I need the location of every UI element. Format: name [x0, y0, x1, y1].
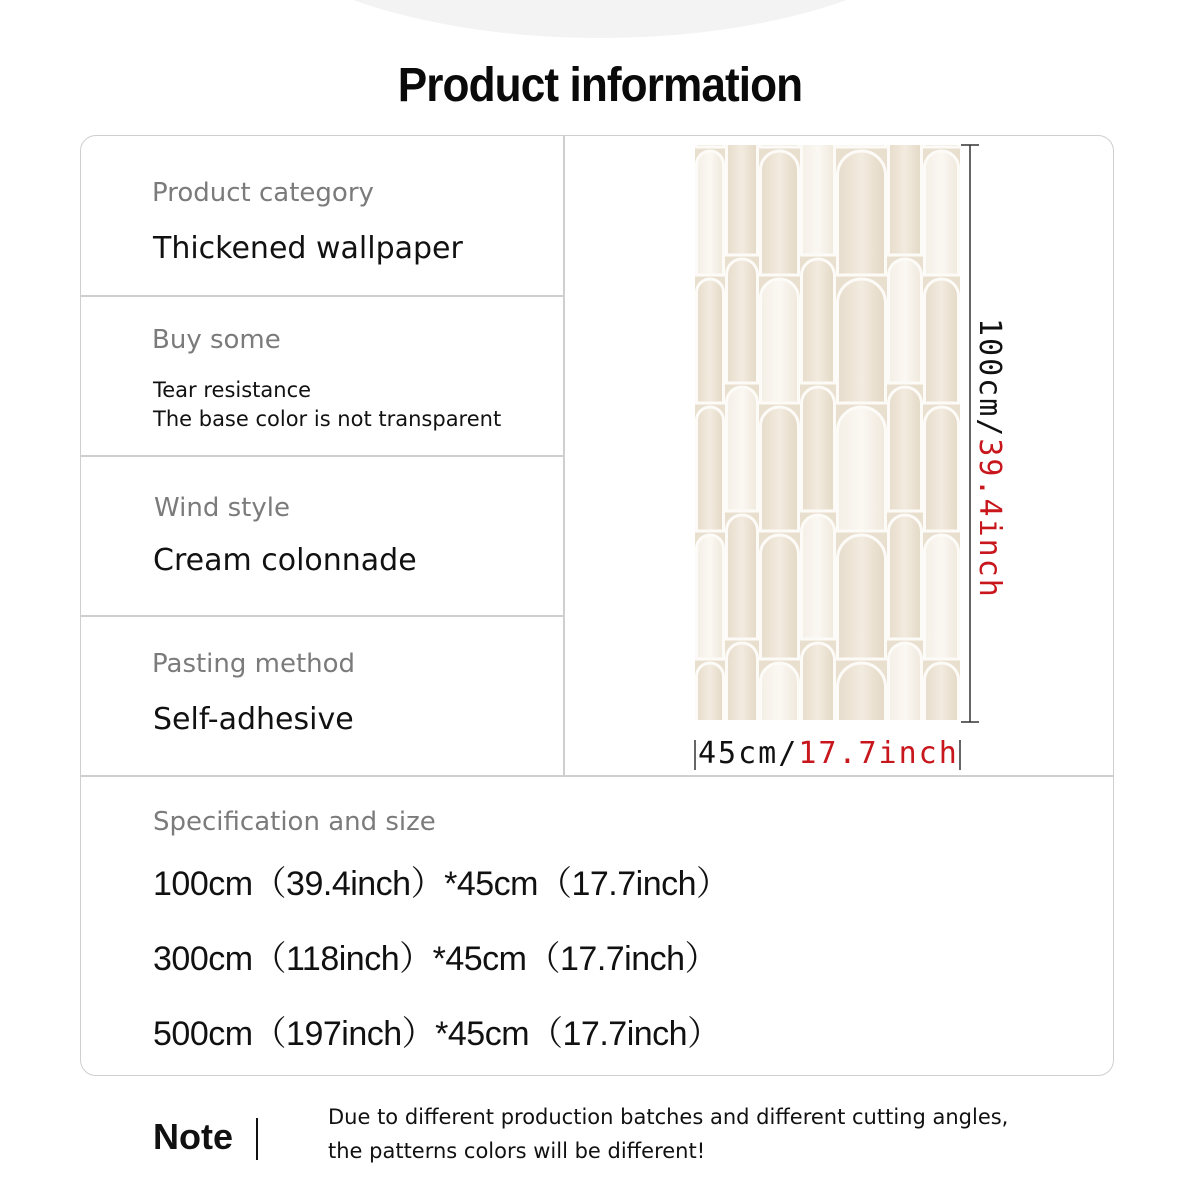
wallpaper-tile [889, 145, 922, 255]
row-label: Product category [152, 178, 374, 208]
wallpaper-tile [761, 535, 799, 659]
height-cm: 100cm/ [972, 318, 1007, 439]
top-shade [0, 0, 1200, 40]
wallpaper-tile [802, 259, 835, 383]
wallpaper-tile [727, 643, 758, 720]
wallpaper-tile [761, 145, 799, 147]
row-line: Tear resistance [153, 378, 312, 402]
spec-size: 300cm（118inch）*45cm（17.7inch） [153, 940, 719, 978]
width-dimension-label [698, 736, 959, 771]
row-pasting-method [81, 616, 561, 775]
wallpaper-tile [925, 151, 959, 275]
row-value: Thickened wallpaper [153, 231, 463, 266]
note-line: the patterns colors will be different! [328, 1139, 706, 1163]
wallpaper-tile [838, 535, 886, 659]
wallpaper-tile [697, 535, 724, 659]
row-label: Pasting method [152, 649, 356, 679]
wallpaper-tile [697, 407, 724, 531]
wallpaper-tile [802, 515, 835, 639]
wallpaper-tile [838, 151, 886, 275]
column-divider [563, 136, 565, 776]
width-cm: 45cm/ [698, 736, 799, 771]
wallpaper-tile [889, 387, 922, 511]
wallpaper-tile [838, 145, 886, 147]
wallpaper-tile [727, 515, 758, 639]
wallpaper-tile [761, 151, 799, 275]
wallpaper-tile [802, 643, 835, 720]
width-inch: 17.7inch [798, 736, 959, 771]
wallpaper-tile [697, 279, 724, 403]
wallpaper-tile [697, 151, 724, 275]
row-value: Cream colonnade [153, 543, 417, 578]
wallpaper-tile [838, 663, 886, 720]
wallpaper-tile [761, 279, 799, 403]
wallpaper-tile [727, 259, 758, 383]
wallpaper-tile [925, 145, 959, 147]
row-value: Self-adhesive [153, 702, 354, 737]
wallpaper-tile [802, 145, 835, 255]
wallpaper-tile [925, 663, 959, 720]
row-buy-some [81, 296, 561, 455]
wallpaper-tile [761, 407, 799, 531]
page-title: Product information [397, 59, 803, 112]
note-line: Due to different production batches and different cutting angles, [328, 1105, 1009, 1129]
spec-size: 100cm（39.4inch）*45cm（17.7inch） [153, 865, 730, 903]
height-inch: 39.4inch [972, 438, 1007, 599]
wallpaper-tile [727, 145, 758, 255]
wallpaper-tile [925, 407, 959, 531]
wallpaper-tile [889, 643, 922, 720]
note-label: Note [153, 1116, 233, 1157]
wallpaper-tile [697, 145, 724, 147]
spec-size: 500cm（197inch）*45cm（17.7inch） [153, 1015, 721, 1053]
wallpaper-tile [802, 387, 835, 511]
spec-label: Specification and size [153, 807, 436, 837]
wallpaper-tile [838, 279, 886, 403]
height-dimension-label [972, 318, 1007, 599]
row-label: Wind style [154, 493, 290, 523]
row-product-category [81, 136, 561, 295]
wallpaper-tile [697, 663, 724, 720]
wallpaper-tile [727, 387, 758, 511]
wallpaper-tile [889, 515, 922, 639]
note-divider [256, 1118, 258, 1160]
row-line: The base color is not transparent [153, 407, 502, 431]
wallpaper-tile [889, 259, 922, 383]
row-wind-style [81, 456, 561, 615]
wallpaper-preview [695, 145, 960, 720]
row-divider [81, 775, 1114, 777]
wallpaper-tile [838, 407, 886, 531]
wallpaper-tile [925, 535, 959, 659]
wallpaper-tile [925, 279, 959, 403]
wallpaper-tile [761, 663, 799, 720]
row-label: Buy some [152, 325, 281, 355]
